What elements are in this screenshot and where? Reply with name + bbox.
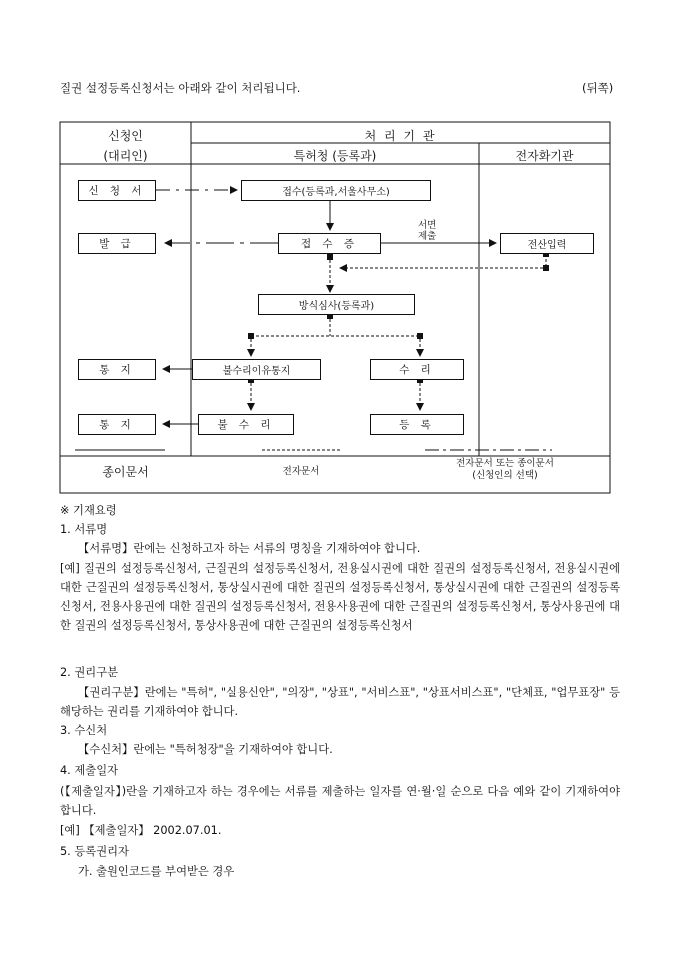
box-formality-review: 방식심사(등록과) [258, 294, 415, 315]
arrow-label-line-2: 제출 [418, 231, 437, 242]
box-rejection: 불 수 리 [198, 414, 294, 435]
box-issue: 발 급 [78, 233, 156, 254]
box-notice-2: 통 지 [78, 414, 156, 435]
box-reception: 접수(등록과,서울사무소) [241, 180, 431, 201]
header-applicant: 신청인 [108, 129, 143, 143]
guide-title: ※ 기재요령 [60, 504, 117, 517]
intro-text: 질권 설정등록신청서는 아래와 같이 처리됩니다. [60, 81, 301, 95]
section-2-title: 2. 권리구분 [60, 666, 119, 679]
header-processing: 처 리 기 관 [364, 129, 437, 143]
box-registration: 등 록 [370, 414, 464, 435]
foot-either-line-2: (신청인의 선택) [472, 470, 538, 481]
section-3-title: 3. 수신처 [60, 724, 108, 737]
foot-either-document [410, 458, 600, 482]
header-kipo: 특허청 (등록과) [293, 149, 377, 163]
section-5-title: 5. 등록권리자 [60, 845, 129, 858]
section-2-paragraph: 【권리구분】란에는 "특허", "실용신안", "의장", "상표", "서비스표", "상표서비스표", "단체표, "업무표장" 등 해당하는 권리를 기재하여야 합니다. [60, 686, 620, 718]
section-5-item-a: 가. 출원인코드를 부여받은 경우 [78, 865, 235, 878]
page-side-label: (뒤쪽) [582, 81, 614, 95]
section-1-example: [예] 질권의 설정등록신청서, 근질권의 설정등록신청서, 전용실시권에 대한 질권의 설정등록신청서, 전용실시권에 대한 근질권의 설정등록신청서, 통상실시권에 대한 질권의 설정등록신청서, 통상실시권에 대한 근질권의 설정등록신청서, 전용사용권에 대한 질권의 설정등록신청서, 전용사용권에 대한 근질권의 설정등록신청서, 통상사용권에 대한 질권의 설정등록신청서, 통상사용권에 대한 근질권의 설정등록신청서 [60, 562, 620, 632]
box-electronic-input: 전산입력 [500, 233, 594, 254]
foot-paper-document: 종이문서 [102, 465, 149, 479]
header-applicant-sub: (대리인) [103, 149, 148, 163]
box-rejection-notice: 불수리이유통지 [192, 359, 321, 380]
section-1-paragraph-1: 【서류명】란에는 신청하고자 하는 서류의 명칭을 기재하여야 합니다. [78, 542, 421, 555]
section-1-title: 1. 서류명 [60, 523, 108, 536]
foot-either-line-1: 전자문서 또는 종이문서 [456, 458, 554, 469]
section-4-paragraph: (【제출일자】)란을 기재하고자 하는 경우에는 서류를 제출하는 일자를 연·월·일 순으로 다음 예와 같이 기재하여야 합니다. [60, 785, 620, 817]
box-notice-1: 통 지 [78, 359, 156, 380]
section-3-paragraph: 【수신처】란에는 "특허청장"을 기재하여야 합니다. [78, 743, 333, 756]
box-receipt: 접 수 증 [278, 233, 381, 254]
section-4-example: [예] 【제출일자】 2002.07.01. [60, 824, 222, 837]
foot-electronic-document: 전자문서 [282, 466, 320, 477]
section-4-title: 4. 제출일자 [60, 764, 119, 777]
arrow-label-line-1: 서면 [418, 220, 437, 231]
box-application: 신 청 서 [78, 180, 156, 201]
arrow-label-paper-submit [418, 220, 436, 242]
header-electronic: 전자화기관 [515, 149, 574, 163]
box-acceptance: 수 리 [370, 359, 464, 380]
